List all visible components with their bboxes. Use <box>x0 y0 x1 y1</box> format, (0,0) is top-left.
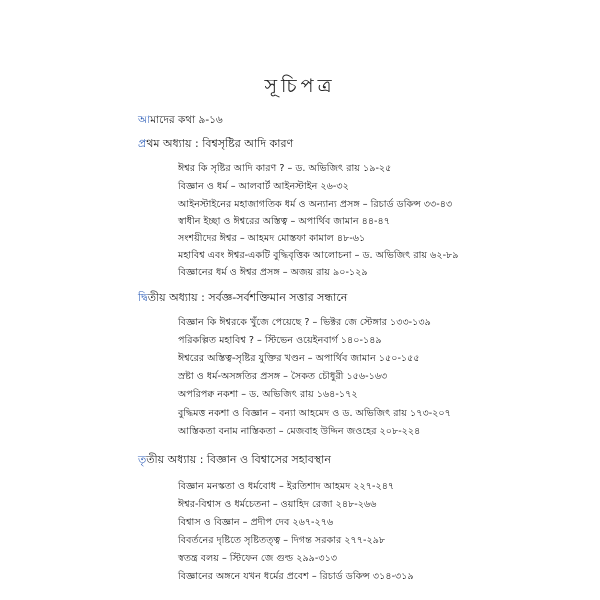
toc-entry: মহাবিশ্ব এবং ঈশ্বর-একটি বুদ্ধিবৃত্তিক আলোচনা – ড. অভিজিৎ রায় ৬২-৮৯ <box>178 250 459 261</box>
toc-entry: অপরিপক্ব নকশা – ড. অভিজিৎ রায় ১৬৪-১৭২ <box>178 389 358 400</box>
page-title: সূচিপত্র <box>264 75 336 97</box>
toc-entry: সংশয়ীদের ঈশ্বর – আহমদ মোস্তফা কামাল ৪৮-৬১ <box>178 233 366 244</box>
toc-entry: ঈশ্বর-বিশ্বাস ও ধর্মচেতনা – ওয়াহিদ রেজা ২৪৮-২৬৬ <box>178 499 377 510</box>
toc-entry: স্বাধীন ইচ্ছা ও ঈশ্বরের অস্তিত্ব – অপার্থিব জামান ৪৪-৪৭ <box>178 216 390 227</box>
toc-entry: আস্তিকতা বনাম নাস্তিকতা – মেজবাহ উদ্দিন জওহের ২০৮-২২৪ <box>178 426 421 437</box>
section-heading-text: তীয় অধ্যায় : সর্বজ্ঞ-সর্বশক্তিমান সত্তার সন্ধানে <box>147 291 348 304</box>
toc-entry: বিবর্তনের দৃষ্টিতে সৃষ্টিতত্ত্ব – দিগন্ত সরকার ২৭৭-২৯৮ <box>178 535 386 546</box>
toc-entry: বিজ্ঞান কি ঈশ্বরকে খুঁজে পেয়েছে ? – ভিক্টর জে স্টেঙ্গার ১৩৩-১৩৯ <box>178 317 431 328</box>
section-heading-first-letter: তৃ <box>138 453 147 466</box>
toc-entry: বিজ্ঞানের অঙ্গনে যখন ধর্মের প্রবেশ – রিচার্ড ডকিন্স ৩১৪-৩১৯ <box>178 571 414 582</box>
toc-entry: ঈশ্বর কি সৃষ্টির আদি কারণ ? – ড. অভিজিৎ রায় ১৯-২৫ <box>178 163 392 174</box>
section-heading-first-letter: দ্বি <box>138 291 148 304</box>
section-heading-2 <box>138 292 347 304</box>
toc-entry: স্রষ্টা ও ধর্ম-অসঙ্গতির প্রসঙ্গ – সৈকত চৌধুরী ১৫৬-১৬৩ <box>178 371 388 382</box>
toc-entry: পরিকল্পিত মহাবিশ্ব ? – স্টিভেন ওয়েইনবার্গ ১৪০-১৪৯ <box>178 335 382 346</box>
intro-first-letter: আ <box>138 114 151 126</box>
toc-entry: বিজ্ঞান মনস্কতা ও ধর্মবোধ – ইরতিশাদ আহমদ ২২৭-২৪৭ <box>178 481 395 492</box>
toc-entry: বিজ্ঞান ও ধর্ম – আলবার্ট আইনস্টাইন ২৬-৩২ <box>178 181 349 192</box>
section-heading-text: থম অধ্যায় : বিশ্বসৃষ্টির আদি কারণ <box>146 137 294 150</box>
intro-text: মাদের কথা ৯-১৬ <box>150 114 223 126</box>
toc-entry: বিজ্ঞানের ধর্ম ও ঈশ্বর প্রসঙ্গ – অজয় রায় ৯০-১২৯ <box>178 267 368 278</box>
intro-entry <box>138 114 223 126</box>
toc-entry: স্বতন্ত্র বলয় – স্টিফেন জে গুল্ড ২৯৯-৩১৩ <box>178 553 338 564</box>
toc-entry: বিশ্বাস ও বিজ্ঞান – প্রদীপ দেব ২৬৭-২৭৬ <box>178 517 334 528</box>
toc-entry: ঈশ্বরের অস্তিত্ব-সৃষ্টির যুক্তির খণ্ডন – অপার্থিব জামান ১৫০-১৫৫ <box>178 353 420 364</box>
section-heading-text: তীয় অধ্যায় : বিজ্ঞান ও বিশ্বাসের সহাবস্থান <box>146 453 331 466</box>
toc-entry: বুদ্ধিমত্ত নকশা ও বিজ্ঞান – বন্যা আহমেদ ও ড. অভিজিৎ রায় ১৭৩-২০৭ <box>178 408 451 419</box>
toc-entry: আইনস্টাইনের মহাজাগতিক ধর্ম ও অন্যান্য প্রসঙ্গ – রিচার্ড ডকিন্স ৩৩-৪৩ <box>178 199 453 210</box>
section-heading-3 <box>138 454 331 466</box>
section-heading-first-letter: প্র <box>138 137 147 150</box>
section-heading-1 <box>138 138 293 150</box>
